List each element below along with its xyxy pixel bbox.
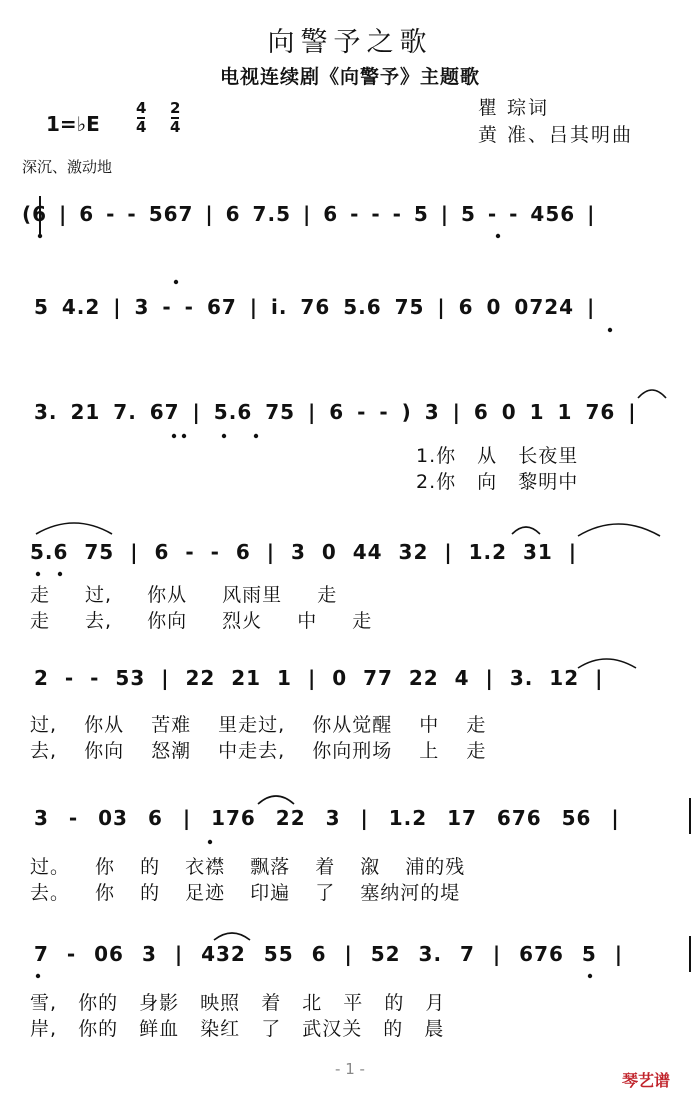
composer-credit: 黄 准、吕其明曲 (478, 124, 634, 146)
lyric-line-4-verse-1: 走 过, 你从 风雨里 走 (30, 584, 338, 606)
time-sig-denominator: 4 (170, 118, 181, 136)
song-title: 向警予之歌 (267, 27, 433, 58)
lyric-line-5-verse-1: 过, 你从 苦难 里走过, 你从觉醒 中 走 (30, 714, 487, 736)
notation-line-7: 7 - 06 3 | 432 55 6 | 52 3. 7 | 676 5 | (34, 942, 624, 966)
time-sig-numerator: 4 (136, 99, 147, 117)
tempo-marking: 深沉、激动地 (22, 158, 113, 176)
notation-line-1: (6 | 6 - - 567 | 6 7.5 | 6 - - - 5 | 5 - - 456 | (22, 202, 596, 226)
time-sig-numerator: 2 (170, 99, 181, 117)
time-sig-denominator: 4 (136, 118, 147, 136)
lyricist-credit: 瞿 琮词 (478, 97, 550, 119)
lyric-line-7-verse-2: 岸, 你的 鲜血 染红 了 武汉关 的 晨 (30, 1018, 445, 1040)
lyric-line-5-verse-2: 去, 你向 怒潮 中走去, 你向刑场 上 走 (30, 740, 487, 762)
notation-line-3: 3. 21 7. 67 | 5.6 75 | 6 - - ) 3 | 6 0 1 1 76 | (34, 400, 637, 424)
lyric-line-3-verse-2: 2.你 向 黎明中 (416, 471, 579, 493)
lyric-line-7-verse-1: 雪, 你的 身影 映照 着 北 平 的 月 (30, 992, 446, 1014)
lyric-line-4-verse-2: 走 去, 你向 烈火 中 走 (30, 610, 373, 632)
lyric-line-6-verse-2: 去。 你 的 足迹 印遍 了 塞纳河的堤 (30, 882, 461, 904)
notation-line-4: 5.6 75 | 6 - - 6 | 3 0 44 32 | 1.2 31 | (30, 540, 578, 564)
notation-line-2: 5 4.2 | 3 - - 67 | i. 76 5.6 75 | 6 0 0724 | (34, 295, 596, 319)
key-signature: 1=♭E (46, 112, 100, 136)
lyric-line-6-verse-1: 过。 你 的 衣襟 飘落 着 溆 浦的残 (30, 856, 466, 878)
page-number: - 1 - (335, 1060, 365, 1078)
lyric-line-3-verse-1: 1.你 从 长夜里 (416, 445, 579, 467)
watermark-logo: 琴艺谱 (622, 1071, 671, 1090)
song-subtitle: 电视连续剧《向警予》主题歌 (219, 66, 480, 88)
notation-line-5: 2 - - 53 | 22 21 1 | 0 77 22 4 | 3. 12 | (34, 666, 604, 690)
notation-line-6: 3 - 03 6 | 176 22 3 | 1.2 17 676 56 | (34, 806, 620, 830)
